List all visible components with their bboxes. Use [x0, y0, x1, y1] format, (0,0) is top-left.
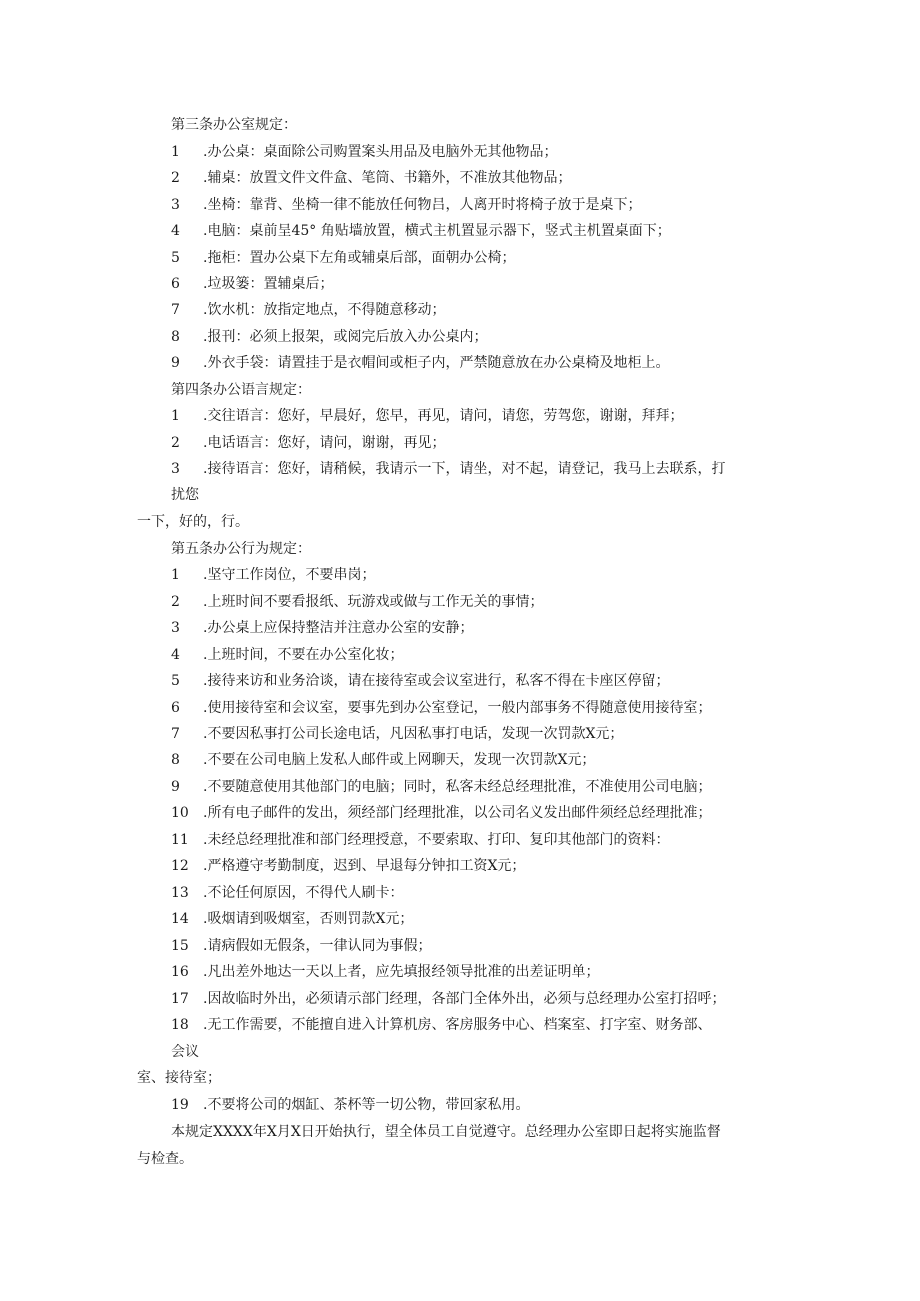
- item-number: 6: [171, 276, 180, 292]
- list-item: [171, 803, 711, 823]
- list-item: [171, 1015, 711, 1035]
- item-number: 17: [171, 991, 189, 1007]
- item-number: 13: [171, 885, 189, 901]
- list-item: [171, 168, 571, 188]
- list-item: [171, 353, 669, 373]
- list-item: [171, 962, 599, 982]
- list-item: [171, 909, 413, 929]
- list-item: [171, 671, 669, 691]
- closing-paragraph-cont: 与检查。: [137, 1151, 193, 1167]
- list-item: [171, 592, 543, 612]
- item-number: 1: [171, 408, 180, 424]
- item-text: .拖柜：置办公桌下左角或辅桌后部，面朝办公椅；: [203, 250, 516, 266]
- item-text: .请病假如无假条，一律认同为事假；: [203, 938, 432, 954]
- item-text: .接待来访和业务洽谈，请在接待室或会议室进行，私客不得在卡座区停留；: [203, 673, 670, 689]
- item-text: .上班时间不要看报纸、玩游戏或做与工作无关的事情；: [203, 594, 544, 610]
- list-item: [171, 433, 445, 453]
- item-number: 3: [171, 197, 180, 213]
- item-text: .吸烟请到吸烟室，否则罚款X元；: [203, 911, 414, 927]
- item-number: 14: [171, 911, 189, 927]
- section-heading-5: 第五条办公行为规定：: [171, 541, 311, 557]
- list-item: [171, 327, 487, 347]
- item-number: 5: [171, 673, 180, 689]
- item-text: .严格遵守考勤制度，迟到、早退每分钟扣工资X元；: [203, 858, 526, 874]
- list-item: [171, 565, 375, 585]
- item-continuation: 会议: [171, 1044, 199, 1060]
- item-text: .电话语言：您好，请问，谢谢，再见；: [203, 435, 446, 451]
- item-text: .不要在公司电脑上发私人邮件或上网聊天，发现一次罚款X元；: [203, 752, 596, 768]
- item-text: .接待语言：您好，请稍候，我请示一下，请坐，对不起，请登记，我马上去联系，打: [203, 461, 726, 477]
- closing-paragraph: 本规定XXXX年X月X日开始执行，望全体员工自觉遵守。总经理办公室即日起将实施监督: [171, 1124, 721, 1140]
- list-item: [171, 989, 725, 1009]
- item-number: 1: [171, 567, 180, 583]
- item-text: .外衣手袋：请置挂于是衣帽间或柜子内，严禁随意放在办公桌椅及地柜上。: [203, 355, 670, 371]
- item-text: .上班时间，不要在办公室化妆；: [203, 647, 404, 663]
- item-number: 3: [171, 461, 180, 477]
- item-text: .垃圾篓：置辅桌后；: [203, 276, 334, 292]
- item-text: .不论任何原因，不得代人刷卡：: [203, 885, 404, 901]
- item-number: 8: [171, 752, 180, 768]
- item-number: 1: [171, 144, 180, 160]
- list-item: [171, 883, 403, 903]
- item-number: 16: [171, 964, 189, 980]
- item-number: 7: [171, 302, 180, 318]
- item-text: .电脑：桌前呈45° 角贴墙放置，横式主机置显示器下，竖式主机置桌面下；: [203, 223, 671, 239]
- item-text: .坚守工作岗位，不要串岗；: [203, 567, 376, 583]
- item-text: .所有电子邮件的发出，须经部门经理批准，以公司名义发出邮件须经总经理批准；: [203, 805, 712, 821]
- item-continuation: 一下，好的，行。: [137, 514, 249, 530]
- list-item: [171, 830, 669, 850]
- item-text: .辅桌：放置文件文件盒、笔筒、书籍外，不准放其他物品；: [203, 170, 572, 186]
- list-item: [171, 936, 431, 956]
- list-item: [171, 274, 333, 294]
- item-text: .坐椅：靠背、坐椅一律不能放任何物吕，人离开时将椅子放于是桌下；: [203, 197, 642, 213]
- item-number: 3: [171, 620, 180, 636]
- list-item: [171, 406, 683, 426]
- list-item: [171, 698, 711, 718]
- item-number: 11: [171, 832, 189, 848]
- item-number: 5: [171, 250, 180, 266]
- item-number: 8: [171, 329, 180, 345]
- item-text: .不要因私事打公司长途电话，凡因私事打电话，发现一次罚款X元；: [203, 726, 624, 742]
- item-text: .使用接待室和会议室，要事先到办公室登记，一般内部事务不得随意使用接待室；: [203, 700, 712, 716]
- list-item: [171, 750, 595, 770]
- item-number: 9: [171, 779, 180, 795]
- item-text: .饮水机：放指定地点，不得随意移动；: [203, 302, 446, 318]
- list-item: [171, 459, 725, 479]
- list-item: [171, 142, 557, 162]
- list-item: [171, 856, 525, 876]
- item-number: 7: [171, 726, 180, 742]
- item-number: 15: [171, 938, 189, 954]
- item-text: .因故临时外出，必须请示部门经理，各部门全体外出，必须与总经理办公室打招呼；: [203, 991, 726, 1007]
- item-text: .交往语言：您好，早晨好，您早，再见，请问，请您，劳驾您，谢谢，拜拜；: [203, 408, 684, 424]
- list-item: [171, 195, 641, 215]
- item-text: .报刊：必须上报架，或阅完后放入办公桌内；: [203, 329, 488, 345]
- list-item: [171, 618, 473, 638]
- list-item: [171, 645, 403, 665]
- section-heading-3: 第三条办公室规定：: [171, 117, 297, 133]
- item-text: .凡出差外地达一天以上者，应先填报经领导批准的出差证明单；: [203, 964, 600, 980]
- list-item: [171, 1095, 529, 1115]
- item-continuation: 室、接待室；: [137, 1070, 221, 1086]
- item-text: .办公桌：桌面除公司购置案头用品及电脑外无其他物品；: [203, 144, 558, 160]
- list-item: [171, 300, 445, 320]
- item-text: .无工作需要，不能擅自进入计算机房、客房服务中心、档案室、打字室、财务部、: [203, 1017, 712, 1033]
- item-number: 12: [171, 858, 189, 874]
- item-number: 19: [171, 1097, 189, 1113]
- item-text: .不要随意使用其他部门的电脑；同时，私客未经总经理批准，不准使用公司电脑；: [203, 779, 712, 795]
- section-heading-4: 第四条办公语言规定：: [171, 382, 311, 398]
- item-number: 2: [171, 170, 180, 186]
- item-text: .未经总经理批准和部门经理授意，不要索取、打印、复印其他部门的资料：: [203, 832, 670, 848]
- list-item: [171, 248, 515, 268]
- item-number: 2: [171, 435, 180, 451]
- item-text: .不要将公司的烟缸、茶杯等一切公物，带回家私用。: [203, 1097, 530, 1113]
- item-number: 4: [171, 647, 180, 663]
- list-item: [171, 777, 711, 797]
- item-number: 2: [171, 594, 180, 610]
- list-item: [171, 724, 623, 744]
- item-text: .办公桌上应保持整洁并注意办公室的安静；: [203, 620, 474, 636]
- item-number: 10: [171, 805, 189, 821]
- list-item: [171, 221, 671, 241]
- item-continuation: 扰您: [171, 487, 199, 503]
- item-number: 4: [171, 223, 180, 239]
- item-number: 6: [171, 700, 180, 716]
- item-number: 18: [171, 1017, 189, 1033]
- item-number: 9: [171, 355, 180, 371]
